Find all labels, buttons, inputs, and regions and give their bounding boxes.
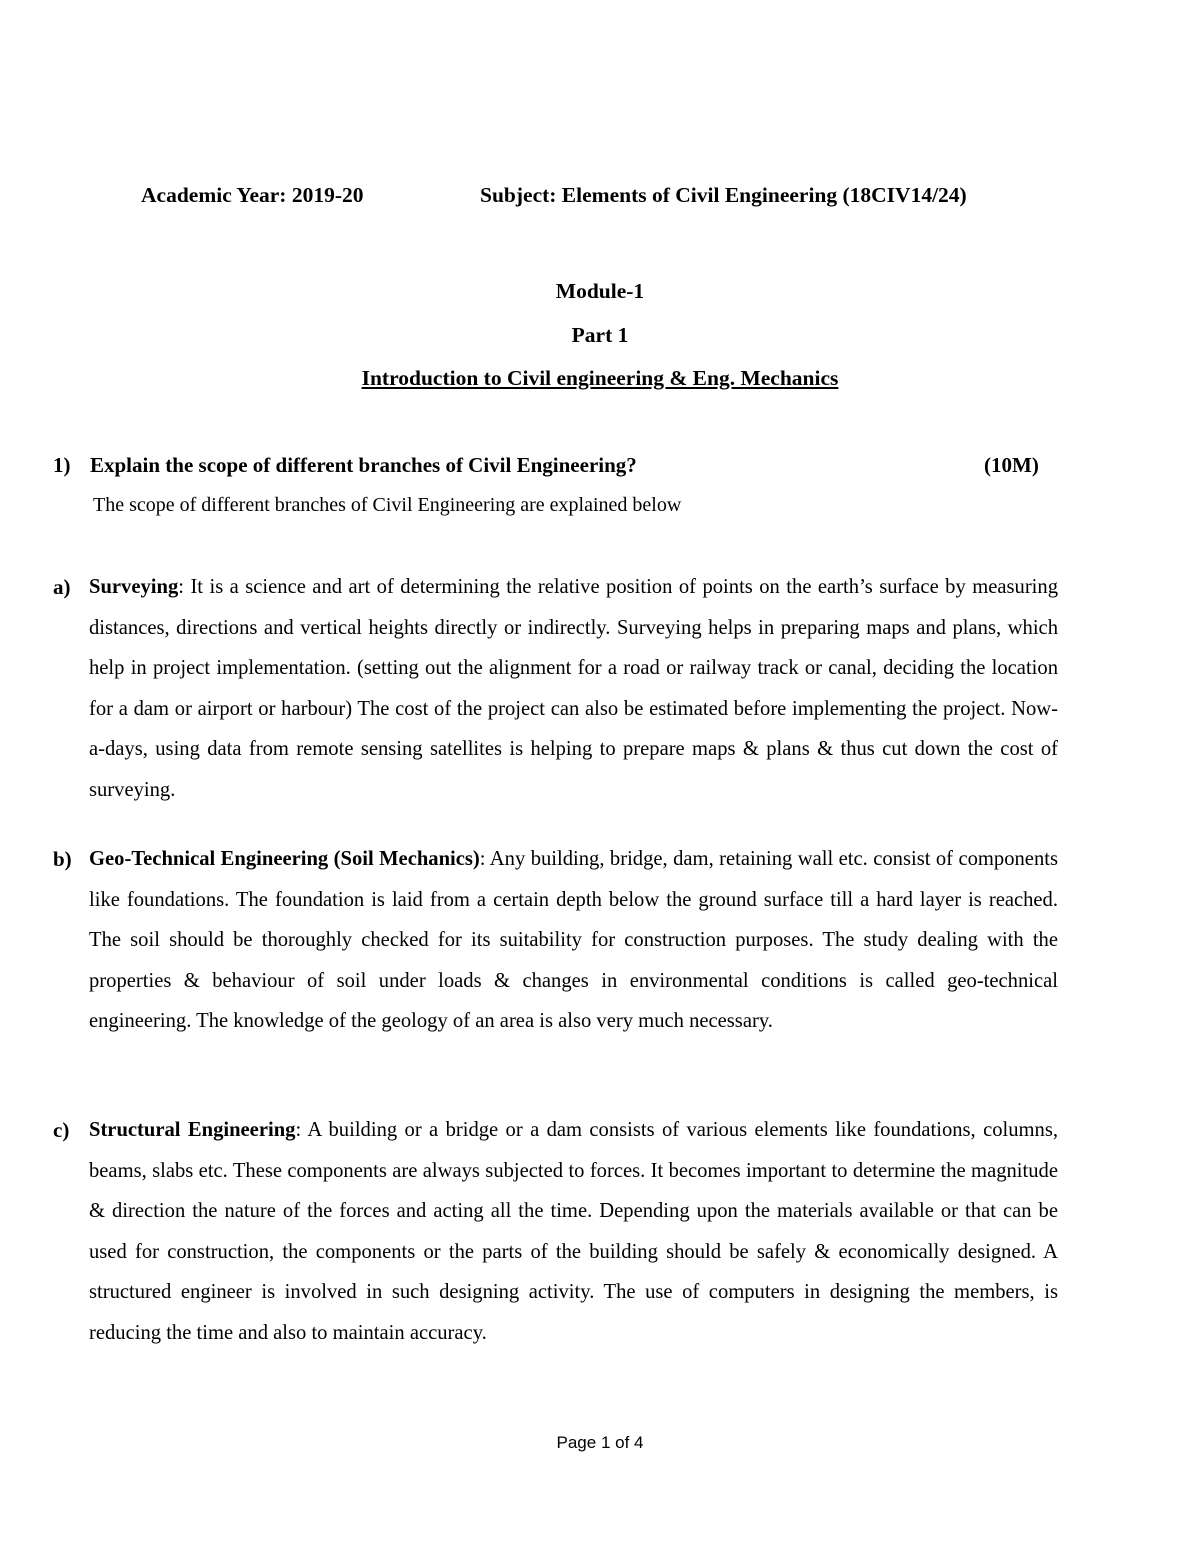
question-number: 1) xyxy=(53,453,71,477)
section-title: Introduction to Civil engineering & Eng. Mechanics xyxy=(361,366,839,390)
question-text: Explain the scope of different branches of Civil Engineering? xyxy=(90,453,637,477)
part-title: Part 1 xyxy=(571,323,629,347)
item-term: Surveying xyxy=(89,576,179,598)
item-text: : It is a science and art of determining the relative position of points on the earth’s surface by measuring distances, directions and vertical heights directly or indirectly. Surveying helps in preparing maps and plans, which help in project implementation. (setting out the alignment for a road or railway track or canal, deciding the location for a dam or airport or harbour) The cost of the project can also be estimated before implementing the project. Now-a-days, using data from remote sensing satellites is helping to prepare maps & plans & thus cut down the cost of surveying. xyxy=(89,576,1058,801)
item-body xyxy=(89,567,1058,811)
page-number: Page 1 of 4 xyxy=(556,1433,644,1452)
module-title: Module-1 xyxy=(555,279,645,303)
item-label: b) xyxy=(53,847,72,871)
item-label: a) xyxy=(53,575,71,599)
item-body xyxy=(89,1110,1058,1354)
answer-intro: The scope of different branches of Civil Engineering are explained below xyxy=(93,494,682,516)
item-body xyxy=(89,839,1058,1042)
question-marks: (10M) xyxy=(984,453,1039,477)
item-text: : A building or a bridge or a dam consists of various elements like foundations, columns, beams, slabs etc. These components are always subjected to forces. It becomes important to determine the magnitude & direction the nature of the forces and acting all the time. Depending upon the materials available or that can be used for construction, the components or the parts of the building should be safely & economically designed. A structured engineer is involved in such designing activity. The use of computers in designing the members, is reducing the time and also to maintain accuracy. xyxy=(89,1119,1059,1344)
item-term: Structural Engineering xyxy=(89,1119,296,1141)
item-text: : Any building, bridge, dam, retaining wall etc. consist of components like foundations. The foundation is laid from a certain depth below the ground surface till a hard layer is reached. The soil should be thoroughly checked for its suitability for construction purposes. The study dealing with the properties & behaviour of soil under loads & changes in environmental conditions is called geo-technical engineering. The knowledge of the geology of an area is also very much necessary. xyxy=(89,848,1058,1033)
item-label: c) xyxy=(53,1118,70,1142)
subject-heading: Subject: Elements of Civil Engineering (18CIV14/24) xyxy=(480,183,967,207)
academic-year: Academic Year: 2019-20 xyxy=(141,183,364,207)
item-term: Geo-Technical Engineering (Soil Mechanics) xyxy=(89,848,480,870)
